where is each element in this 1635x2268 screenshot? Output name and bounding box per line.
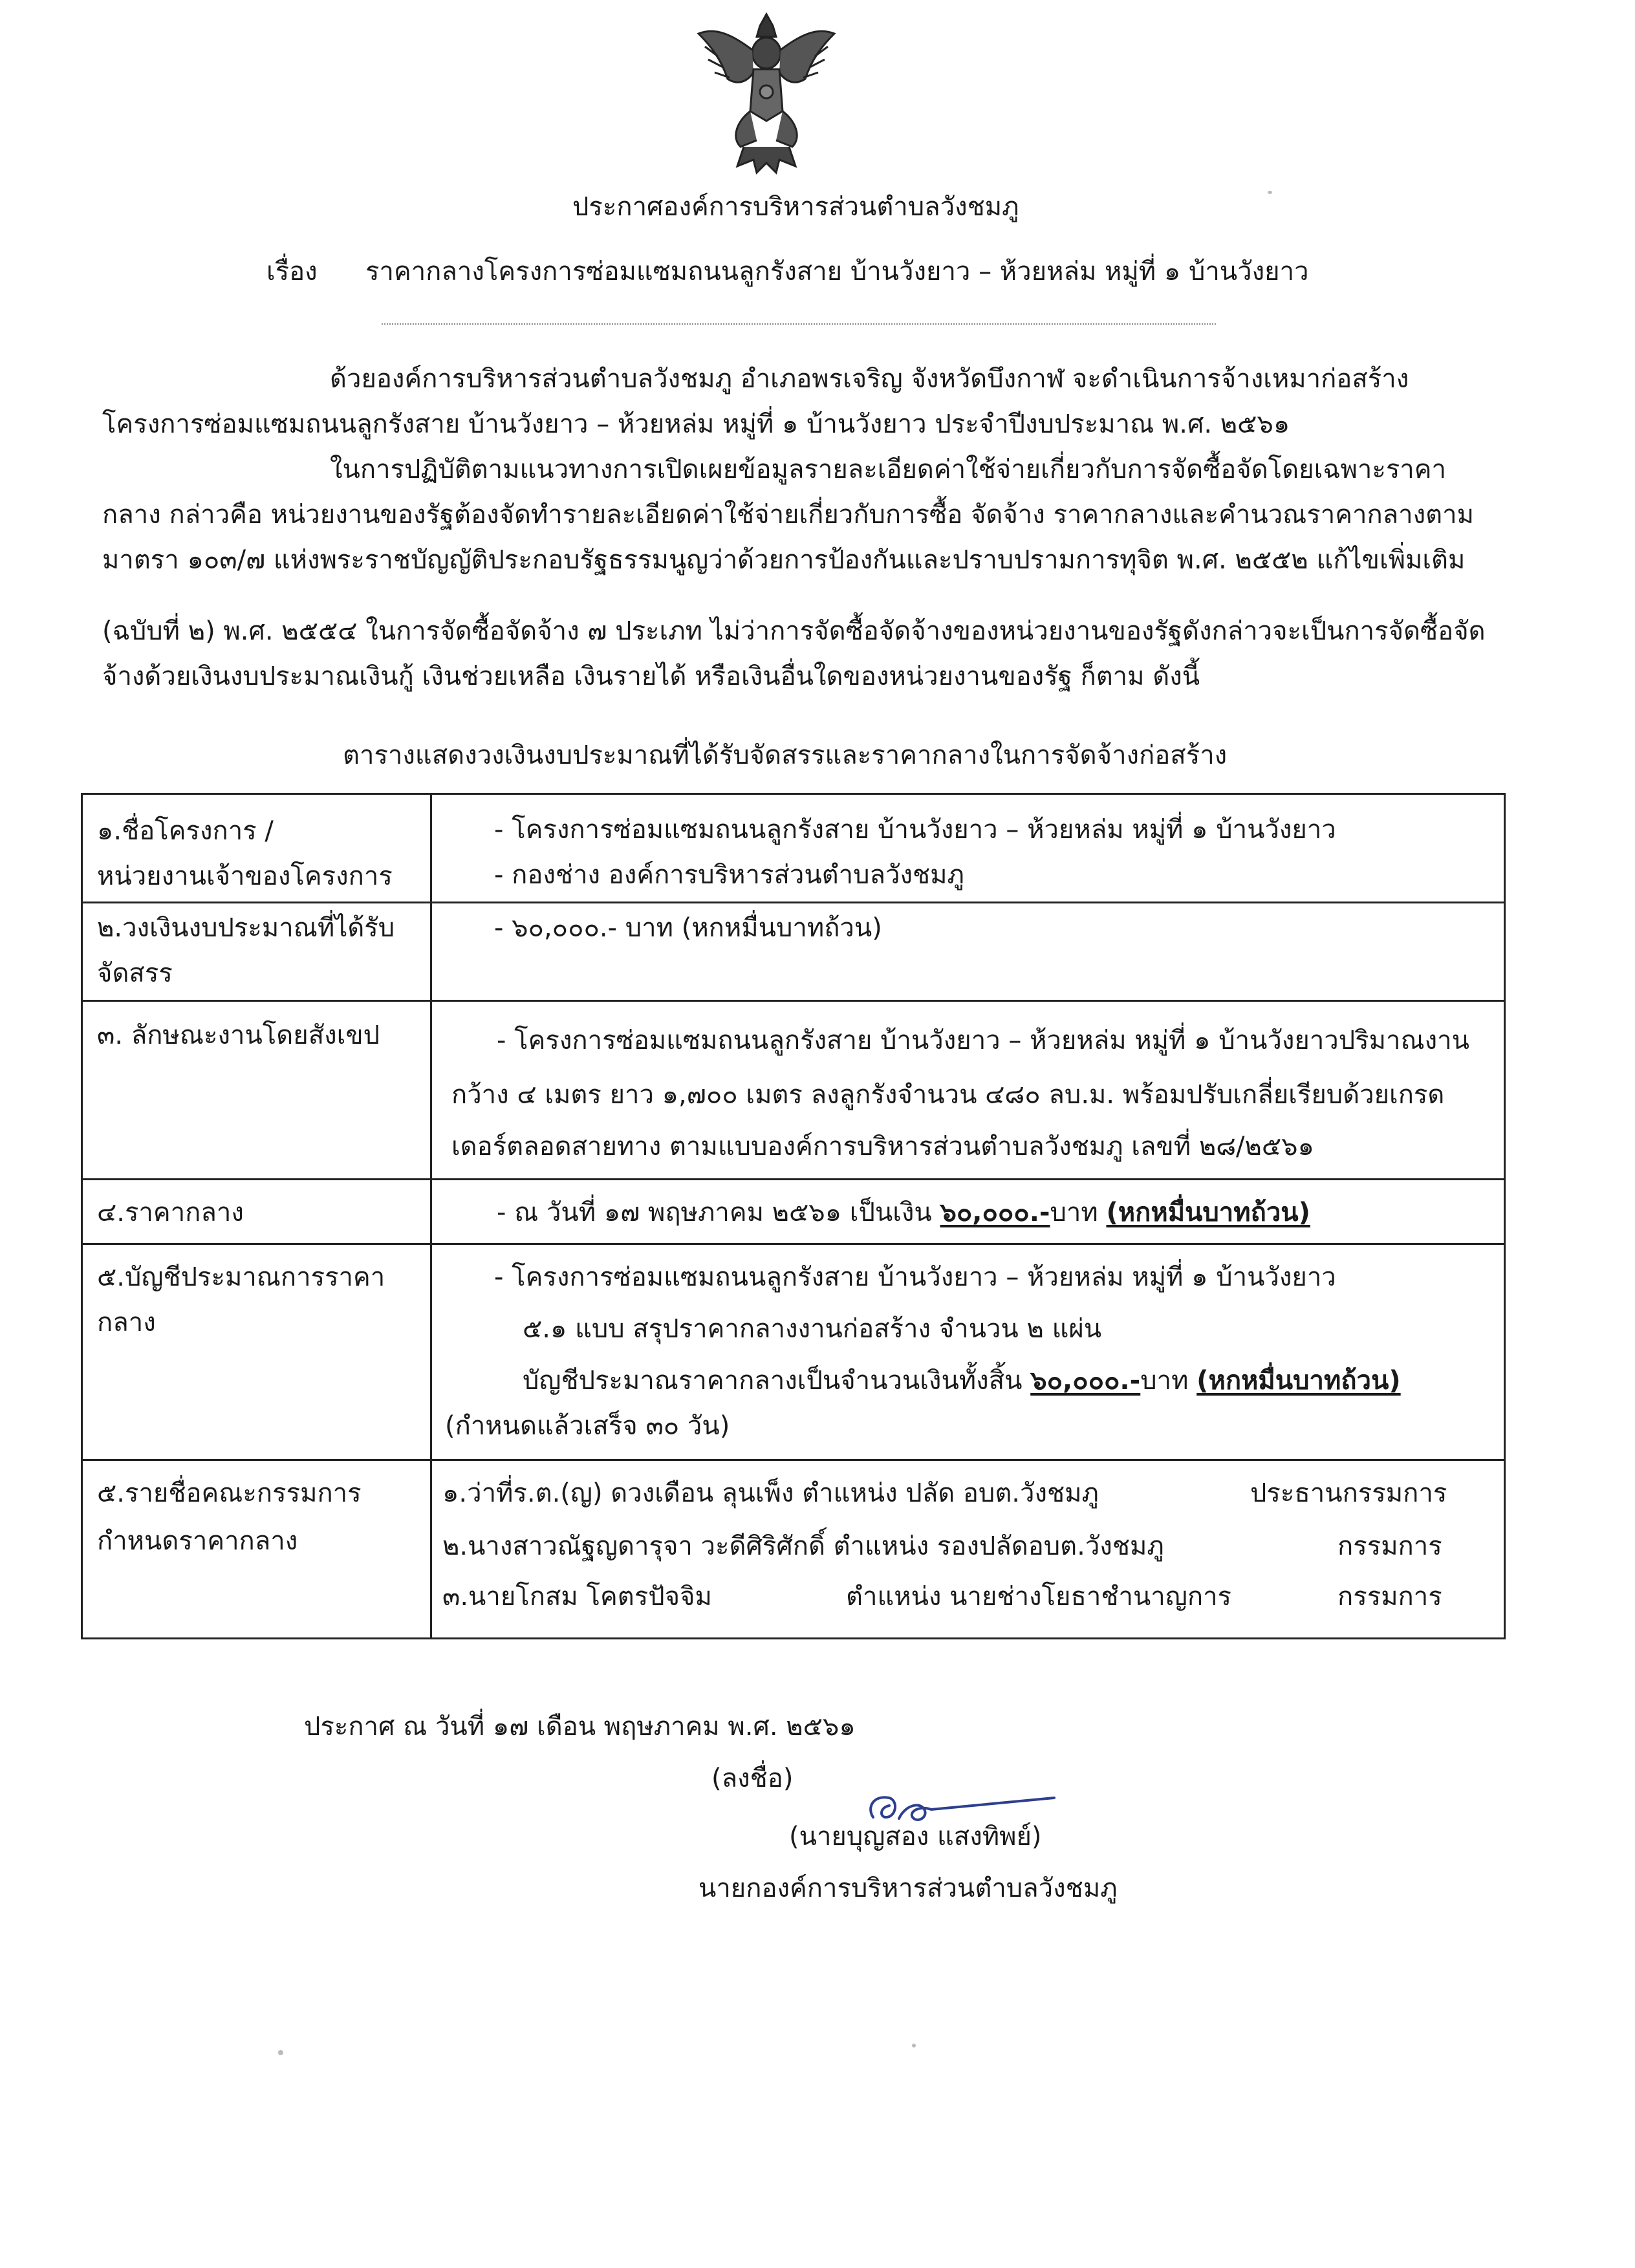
median-price-prefix: - ณ วันที่ ๑๗ พฤษภาคม ๒๕๖๑ เป็นเงิน	[497, 1198, 940, 1227]
row-value: - โครงการซ่อมแซมถนนลูกรังสาย บ้านวังยาว – ห้วยหล่ม หมู่ที่ ๑ บ้านวังยาว	[494, 1262, 1336, 1292]
row-label: ๒.วงเงินงบประมาณที่ได้รับ	[97, 913, 395, 943]
row-label-cell	[82, 1460, 431, 1639]
table-caption: ตารางแสดงวงเงินงบประมาณที่ได้รับจัดสรรและราคากลางในการจัดจ้างก่อสร้าง	[343, 740, 1228, 770]
budget-table	[81, 793, 1506, 1639]
estimate-total-line	[523, 1368, 1401, 1394]
scan-speck	[912, 2044, 916, 2047]
row-value: - โครงการซ่อมแซมถนนลูกรังสาย บ้านวังยาว – ห้วยหล่ม หมู่ที่ ๑ บ้านวังยาวปริมาณงาน	[497, 1026, 1469, 1055]
scan-speck	[278, 2050, 283, 2055]
row-label-cell	[82, 794, 431, 903]
subject-label: เรื่อง	[266, 257, 318, 286]
table-row	[82, 1244, 1505, 1460]
row-value-cell	[431, 1180, 1505, 1244]
garuda-emblem-icon	[692, 8, 841, 179]
committee-member-role: ประธานกรรมการ	[1250, 1478, 1447, 1508]
row-label: จัดสรร	[97, 958, 173, 988]
row-label: กำหนดราคากลาง	[97, 1526, 298, 1556]
signer-position: นายกองค์การบริหารส่วนตำบลวังชมภู	[698, 1874, 1118, 1903]
signed-label: (ลงชื่อ)	[711, 1764, 794, 1793]
row-label-cell	[82, 1180, 431, 1244]
row-label: ๔.ราคากลาง	[97, 1198, 244, 1227]
paragraph-2-line-2: กลาง กล่าวคือ หน่วยงานของรัฐต้องจัดทำรายละเอียดค่าใช้จ่ายเกี่ยวกับการซื้อ จัดจ้าง ราคากลางและคำนวณราคากลางตาม	[102, 500, 1474, 530]
median-price-line	[497, 1200, 1310, 1226]
estimate-total-words: (หกหมื่นบาทถ้วน)	[1196, 1366, 1401, 1396]
row-value-cell	[431, 1460, 1505, 1639]
median-price-amount: ๖๐,๐๐๐.-	[940, 1198, 1050, 1227]
row-label: ๑.ชื่อโครงการ /	[97, 816, 274, 846]
row-value-cell	[431, 1001, 1505, 1180]
scan-speck	[1268, 191, 1272, 194]
row-value: กว้าง ๔ เมตร ยาว ๑,๗๐๐ เมตร ลงลูกรังจำนวน ๔๘๐ ลบ.ม. พร้อมปรับเกลี่ยเรียบด้วยเกรด	[451, 1080, 1445, 1110]
signer-name: (นายบุญสอง แสงทิพย์)	[789, 1822, 1042, 1852]
table-row	[82, 903, 1505, 1001]
table-row	[82, 794, 1505, 903]
row-value-cell	[431, 903, 1505, 1001]
announcement-date: ประกาศ ณ วันที่ ๑๗ เดือน พฤษภาคม พ.ศ. ๒๕๖๑	[304, 1712, 856, 1742]
announcement-title: ประกาศองค์การบริหารส่วนตำบลวังชมภู	[572, 192, 1019, 222]
median-price-words: (หกหมื่นบาทถ้วน)	[1106, 1198, 1310, 1227]
table-row	[82, 1180, 1505, 1244]
paragraph-1-line-2: โครงการซ่อมแซมถนนลูกรังสาย บ้านวังยาว – ห้วยหล่ม หมู่ที่ ๑ บ้านวังยาว ประจำปีงบประมาณ พ.ศ. ๒๕๖๑	[102, 409, 1290, 439]
paragraph-2-line-1: ในการปฏิบัติตามแนวทางการเปิดเผยข้อมูลรายละเอียดค่าใช้จ่ายเกี่ยวกับการจัดซื้อจัดโดยเฉพาะราคา	[330, 455, 1446, 484]
committee-member-role: กรรมการ	[1337, 1531, 1442, 1561]
subject-text: ราคากลางโครงการซ่อมแซมถนนลูกรังสาย บ้านวังยาว – ห้วยหล่ม หมู่ที่ ๑ บ้านวังยาว	[365, 257, 1309, 286]
row-label-cell	[82, 1244, 431, 1460]
table-row	[82, 1001, 1505, 1180]
estimate-total-unit: บาท	[1140, 1366, 1197, 1396]
row-label-cell	[82, 903, 431, 1001]
row-value: - กองช่าง องค์การบริหารส่วนตำบลวังชมภู	[494, 860, 964, 890]
committee-member-name: ๒.นางสาวณัฐญดารุจา วะดีศิริศักดิ์ ตำแหน่ง รองปลัดอบต.วังชมภู	[442, 1531, 1164, 1561]
committee-member-role: กรรมการ	[1337, 1582, 1442, 1612]
committee-member-name: ๑.ว่าที่ร.ต.(ญ) ดวงเดือน ลุนเพ็ง ตำแหน่ง ปลัด อบต.วังชมภู	[442, 1478, 1099, 1508]
row-value: เดอร์ตลอดสายทาง ตามแบบองค์การบริหารส่วนตำบลวังชมภู เลขที่ ๒๘/๒๕๖๑	[451, 1132, 1314, 1161]
estimate-total-amount: ๖๐,๐๐๐.-	[1030, 1366, 1141, 1396]
row-value: (กำหนดแล้วเสร็จ ๓๐ วัน)	[445, 1411, 730, 1441]
row-value-cell	[431, 1244, 1505, 1460]
paragraph-2-line-5: จ้างด้วยเงินงบประมาณเงินกู้ เงินช่วยเหลือ เงินรายได้ หรือเงินอื่นใดของหน่วยงานของรัฐ ก็ตาม ดังนี้	[102, 662, 1200, 691]
median-price-unit: บาท	[1050, 1198, 1107, 1227]
estimate-total-prefix: บัญชีประมาณราคากลางเป็นจำนวนเงินทั้งสิ้น	[523, 1366, 1031, 1396]
row-label: ๓. ลักษณะงานโดยสังเขป	[97, 1021, 380, 1050]
paragraph-2-line-4: (ฉบับที่ ๒) พ.ศ. ๒๕๕๔ ในการจัดซื้อจัดจ้าง ๗ ประเภท ไม่ว่าการจัดซื้อจัดจ้างของหน่วยงานของรัฐดังกล่าวจะเป็นการจัดซื้อจัด	[102, 616, 1486, 646]
row-label-cell	[82, 1001, 431, 1180]
committee-member-name: ๓.นายโกสม โคตรปัจจิม	[442, 1582, 712, 1612]
row-label: หน่วยงานเจ้าของโครงการ	[97, 861, 393, 891]
header-divider	[382, 323, 1216, 325]
row-label: กลาง	[97, 1308, 156, 1337]
committee-member-position: ตำแหน่ง นายช่างโยธาชำนาญการ	[846, 1582, 1232, 1612]
row-label: ๕.บัญชีประมาณการราคา	[97, 1262, 385, 1292]
row-label: ๕.รายชื่อคณะกรรมการ	[97, 1478, 362, 1508]
row-value: ๕.๑ แบบ สรุปราคากลางงานก่อสร้าง จำนวน ๒ แผ่น	[523, 1314, 1102, 1344]
paragraph-2-line-3: มาตรา ๑๐๓/๗ แห่งพระราชบัญญัติประกอบรัฐธรรมนูญว่าด้วยการป้องกันและปราบปรามการทุจิต พ.ศ. ๒๕๕๒ แก้ไขเพิ่มเติม	[102, 545, 1466, 575]
paragraph-1-line-1: ด้วยองค์การบริหารส่วนตำบลวังชมภู อำเภอพรเจริญ จังหวัดบึงกาฬ จะดำเนินการจ้างเหมาก่อสร้าง	[330, 364, 1409, 394]
row-value: - ๖๐,๐๐๐.- บาท (หกหมื่นบาทถ้วน)	[494, 913, 882, 943]
row-value: - โครงการซ่อมแซมถนนลูกรังสาย บ้านวังยาว – ห้วยหล่ม หมู่ที่ ๑ บ้านวังยาว	[494, 815, 1336, 845]
row-value-cell	[431, 794, 1505, 903]
table-row	[82, 1460, 1505, 1639]
